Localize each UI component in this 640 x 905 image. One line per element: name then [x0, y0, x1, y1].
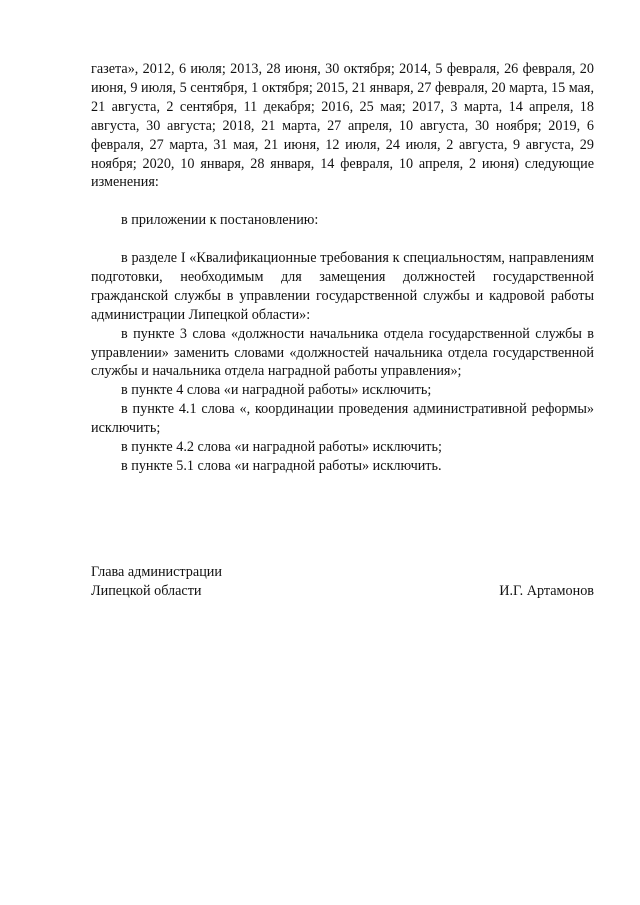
signature-row — [91, 582, 594, 601]
intro-paragraph: газета», 2012, 6 июля; 2013, 28 июня, 30 октября; 2014, 5 февраля, 26 февраля, 20 июня, 9 июля, 5 сентября, 1 октября; 2015, 21 января, 27 февраля, 20 марта, 15 мая, 21 августа, 2 сентября, 11 декабря; 2016, 25 мая; 2017, 3 марта, 14 апреля, 18 августа, 30 августа; 2018, 21 марта, 27 апреля, 10 августа, 30 ноября; 2019, 6 февраля, 27 марта, 31 мая, 21 июня, 12 июля, 24 июля, 2 августа, 9 августа, 29 ноября; 2020, 10 января, 28 января, 14 февраля, 10 апреля, 2 июня) следующие изменения: — [91, 61, 594, 191]
signatory-title-line2: Липецкой области — [91, 582, 202, 599]
signatory-title-line1: Глава администрации — [91, 564, 222, 580]
amendment-item: в пункте 4.2 слова «и наградной работы» исключить; — [121, 439, 442, 456]
amendment-item: в пункте 4.1 слова «, координации проведения административной реформы» исключить; — [91, 401, 594, 437]
signature-block — [91, 563, 594, 601]
section-paragraph: в разделе I «Квалификационные требования к специальностям, направлениям подготовки, необходимым для замещения должностей государственной гражданской службы в управлении государственной службы и кадровой работы администрации Липецкой области»: — [91, 250, 594, 323]
amendment-item: в пункте 3 слова «должности начальника отдела государственной службы в управлении» заменить словами «должностей начальника отдела государственной службы и начальника отдела наградной работы управления»; — [91, 325, 594, 380]
amendment-item: в пункте 4 слова «и наградной работы» исключить; — [121, 382, 432, 399]
document-body — [91, 60, 594, 476]
amendment-item: в пункте 5.1 слова «и наградной работы» исключить. — [121, 458, 442, 474]
appendix-heading: в приложении к постановлению: — [121, 212, 319, 229]
signatory-name: И.Г. Артамонов — [499, 582, 594, 599]
